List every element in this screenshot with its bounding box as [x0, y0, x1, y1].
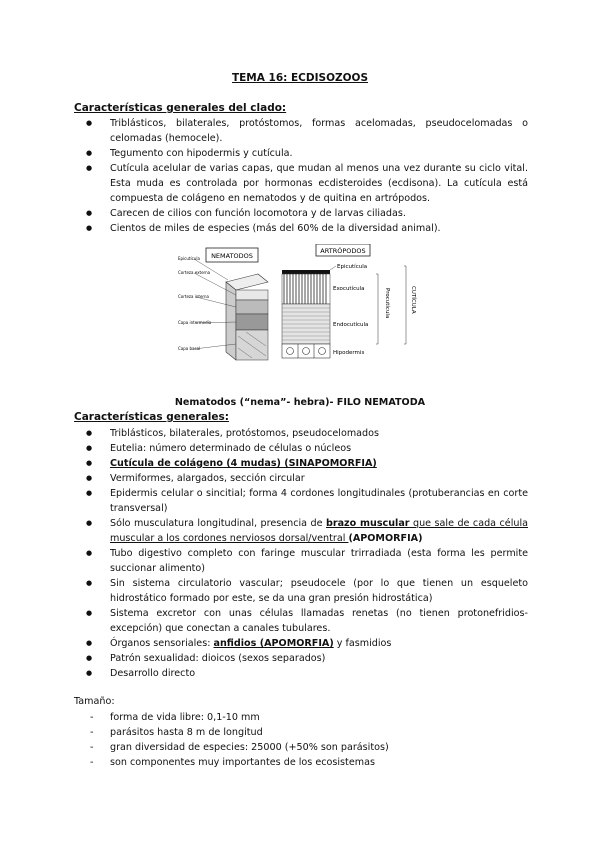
list-item: ● Triblásticos, bilaterales, protóstomos, formas acelomadas, pseudocelomadas o celomadas (hemocele).: [74, 116, 528, 146]
list-item: ● Cientos de miles de especies (más del 60% de la diversidad animal).: [74, 221, 528, 236]
list-item: - parásitos hasta 8 m de longitud: [74, 725, 528, 740]
list-item: ● Cutícula acelular de varias capas, que mudan al menos una vez durante su ciclo vital. Esta muda es controlada por hormonas ecdisteroides (ecdisona). La cutícula está compuesta de colágeno en nematodos y de quitina en artrópodos.: [74, 161, 528, 206]
list-item: ● Sistema excretor con unas células llamadas renetas (no tienen protonefridios-excepción) que conectan a canales tubulares.: [74, 606, 528, 636]
art-cuticula-label: CUTÍCULA: [410, 286, 416, 314]
nem-layer-label: Capa basal: [178, 346, 201, 351]
cuticle-diagram: [176, 244, 446, 372]
art-exocuticula-label: Exocutícula: [333, 286, 365, 292]
nem-layer-label: Epicutícula: [178, 256, 200, 261]
apomorfia-tag: (APOMORFIA): [348, 533, 423, 544]
list-item: ● Tegumento con hipodermis y cutícula.: [74, 146, 528, 161]
artropodos-label: ARTRÓPODOS: [320, 247, 366, 255]
clado-list: [74, 116, 528, 236]
tamano-list: [74, 710, 528, 770]
list-item: ● Carecen de cilios con función locomotora y de larvas ciliadas.: [74, 206, 528, 221]
nematodos-heading: Características generales:: [74, 411, 229, 423]
clado-heading: Características generales del clado:: [74, 102, 287, 114]
nematode-cuticle-diagram: [178, 248, 268, 360]
text-span: que sale de cada célula muscular a los cordones nerviosos dorsal/ventral: [110, 518, 528, 544]
nematodos-label: NEMATODOS: [211, 252, 253, 260]
art-endocuticula-label: Endocutícula: [333, 322, 369, 328]
list-item: ● Triblásticos, bilaterales, protóstomos, pseudocelomados: [74, 426, 528, 441]
list-item: [74, 636, 528, 651]
nem-layer-label: Corteza interna: [178, 294, 209, 299]
list-item: - son componentes muy importantes de los ecosistemas: [74, 755, 528, 770]
list-item: ● Epidermis celular o sincitial; forma 4 cordones longitudinales (protuberancias en corte transversal): [74, 486, 528, 516]
text-span: Órganos sensoriales:: [110, 638, 214, 649]
art-epicuticula-label: Epicutícula: [337, 264, 368, 270]
anfidios-term: anfidios (APOMORFIA): [213, 638, 334, 649]
text-span: Sólo musculatura longitudinal, presencia de: [110, 518, 326, 529]
nem-layer-label: Capa intermedia: [178, 320, 212, 325]
list-item: ● Patrón sexualidad: dioicos (sexos separados): [74, 651, 528, 666]
list-item: [74, 516, 528, 546]
nem-layer-label: Corteza externa: [178, 270, 211, 275]
art-hipodermis-label: Hipodermis: [333, 350, 365, 356]
arthropod-cuticle-diagram: [282, 244, 417, 358]
nematodos-list: [74, 426, 528, 681]
list-item: ● Eutelia: número determinado de células o núcleos: [74, 441, 528, 456]
list-item: ● Sin sistema circulatorio vascular; pseudocele (por lo que tienen un esqueleto hidrostático formado por este, se da una gran presión hidrostática): [74, 576, 528, 606]
list-item: - forma de vida libre: 0,1-10 mm: [74, 710, 528, 725]
tamano-label: Tamaño:: [74, 696, 115, 707]
brazo-muscular-term: brazo muscular: [325, 518, 410, 529]
list-item: - gran diversidad de especies: 25000 (+50% son parásitos): [74, 740, 528, 755]
list-item: ● Desarrollo directo: [74, 666, 528, 681]
text-span: y fasmidios: [333, 638, 392, 649]
list-item: ● Tubo digestivo completo con faringe muscular trirradiada (esta forma les permite succionar alimento): [74, 546, 528, 576]
page-title: TEMA 16: ECDISOZOOS: [231, 72, 369, 84]
list-item: ● Vermiformes, alargados, sección circular: [74, 471, 528, 486]
art-procuticula-label: Procutícula: [384, 288, 390, 319]
nematodos-title: Nematodos (“nema”- hebra)- FILO NEMATODA: [174, 397, 426, 408]
list-item: ● Cutícula de colágeno (4 mudas) (SINAPOMORFIA): [74, 456, 528, 471]
